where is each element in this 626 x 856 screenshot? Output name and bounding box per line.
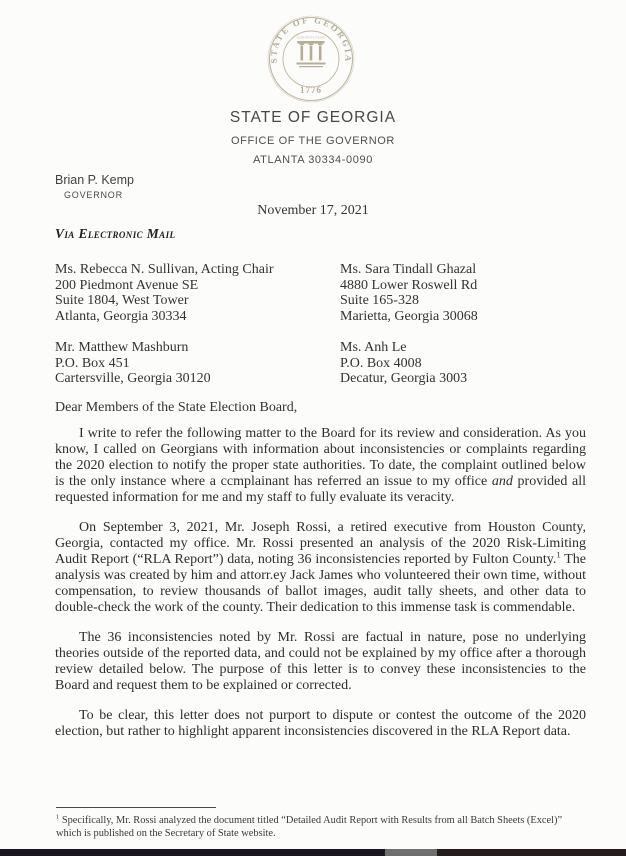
letter-date: November 17, 2021	[257, 203, 369, 218]
seal-arch-icon	[297, 36, 326, 68]
letter-body	[55, 426, 586, 754]
seal-year-text: 1776	[300, 85, 322, 95]
recipient-block: Ms. Rebecca N. Sullivan, Acting Chair 200 Piedmont Avenue SE Suite 1804, West Tower Atlanta, Georgia 30334	[55, 262, 274, 324]
seal-top-text: STATE OF GEORGIA	[268, 14, 354, 64]
footnote	[56, 807, 584, 840]
recipient-block: Ms. Sara Tindall Ghazal 4880 Lower Roswell Rd Suite 165-328 Marietta, Georgia 30068	[340, 262, 478, 324]
footnote-text: $^1$ Specifically, Mr. Rossi analyzed the document titled “Detailed Audit Report with Results from all Batch Sheets (Excel)” which is published on the Secretary of State website.	[56, 813, 563, 840]
recipient-list	[55, 262, 555, 387]
governor-name: Brian P. Kemp	[55, 173, 134, 187]
salutation: Dear Members of the State Election Board,	[55, 400, 298, 415]
delivery-method: Via Electronic Mail	[55, 226, 176, 241]
bottom-bar-right-section	[437, 849, 626, 856]
paragraph: To be clear, this letter does not purport to dispute or contest the outcome of the 2020 election, but rather to highlight apparent inconsistencies discovered in the RLA Report data.	[55, 708, 586, 739]
recipient-block: Mr. Matthew Mashburn P.O. Box 451 Cartersville, Georgia 30120	[55, 340, 211, 386]
paragraph: The 36 inconsistencies noted by Mr. Rossi are factual in nature, pose no underlying theories outside of the reported data, and could not be explained by my office after a thorough review detailed below. The purpose of this letter is to convey these inconsistencies to the Board and request them to be explained or corrected.	[55, 630, 586, 693]
georgia-state-seal	[266, 14, 356, 104]
paragraph: On September 3, 2021, Mr. Joseph Rossi, a retired executive from Houston County, Georgia, contacted my office. Mr. Rossi presented an analysis of the 2020 Risk-Limiting Audit Report (“RLA Report”) data, noting 36 inconsistencies reported by Fulton County.$^1$ The analysis was created by him and attorr.ey Jack James who volunteered their own time, without compensation, to review thousands of ballot images, audit tally sheets, and other data to double-check the work of the county. Their dedication to this immense task is commendable.	[55, 520, 586, 615]
letterhead-block	[0, 110, 626, 166]
governor-block	[55, 173, 134, 200]
paragraph: I write to refer the following matter to the Board for its review and consideration. As you know, I called on Georgians with information about inconsistencies or complaints regarding the 2020 election to notify the proper state authorities. To date, the complaint outlined below is the only instance where a ccmplainant has referred an issue to my office and provided all requested information for me and my staff to fully evaluate its veracity.	[55, 426, 586, 505]
seal-constitution-text: CONSTITUTION	[296, 35, 326, 40]
governor-title: GOVERNOR	[64, 190, 123, 200]
bottom-bar	[0, 849, 626, 856]
bottom-bar-segment	[385, 849, 437, 856]
org-office: OFFICE OF THE GOVERNOR	[231, 135, 395, 147]
footnote-separator	[56, 807, 216, 808]
org-name: STATE OF GEORGIA	[229, 109, 397, 126]
recipient-block: Ms. Anh Le P.O. Box 4008 Decatur, Georgia 3003	[340, 340, 468, 386]
org-address: ATLANTA 30334-0090	[253, 154, 373, 166]
